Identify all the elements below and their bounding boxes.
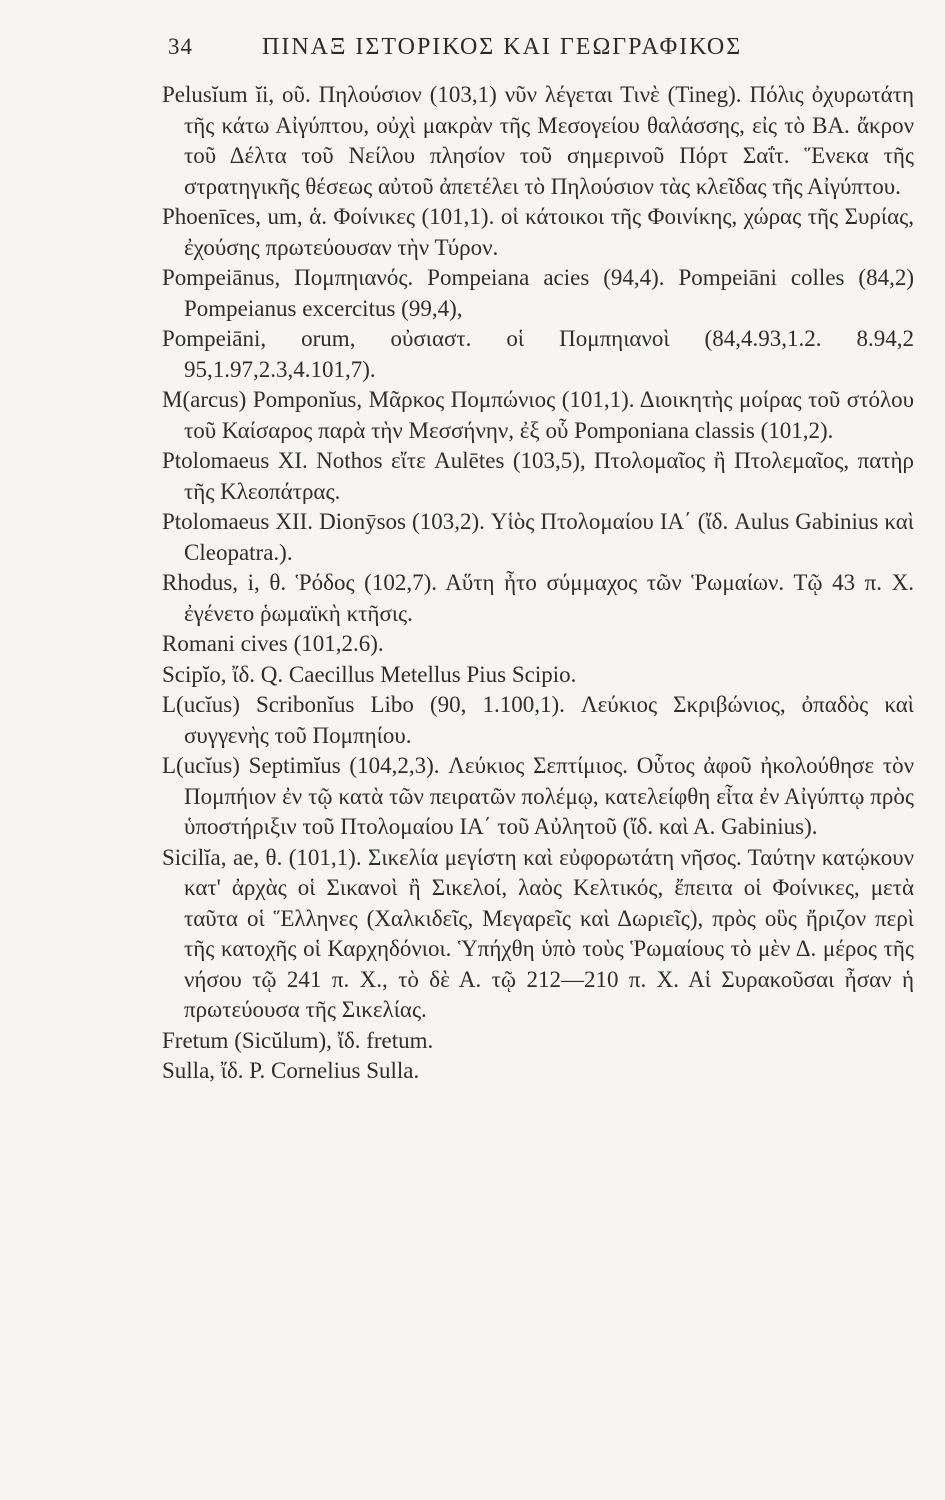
entry-pompeianus: Pompeiānus, Πομπηιανός. Pompeiana acies (94,4). Pompeiāni colles (84,2) Pompeianus excercitus (99,4), xyxy=(162,265,914,321)
entry-pomponius: M(arcus) Pomponĭus, Μᾶρκος Πομπώνιος (101,1). Διοικητὴς μοίρας τοῦ στόλου τοῦ Καίσαρος παρὰ τὴν Μεσσήνην, ἐξ οὗ Pomponiana classis (101,2). xyxy=(162,387,914,443)
entry-pompeiani: Pompeiāni, orum, οὐσιαστ. οἱ Πομπηιανοὶ (84,4.93,1.2. 8.94,2 95,1.97,2.3,4.101,7). xyxy=(162,326,914,382)
entry-ptolomaeus-xii: Ptolomaeus XII. Dionȳsos (103,2). Υἱὸς Πτολομαίου ΙΑ΄ (ἴδ. Aulus Gabinius καὶ Cleopatra.). xyxy=(162,509,914,565)
entry-ptolomaeus-xi: Ptolomaeus XI. Nothos εἴτε Aulētes (103,5), Πτολομαῖος ἢ Πτολεμαῖος, πατὴρ τῆς Κλεοπάτρας. xyxy=(162,448,914,504)
entry-fretum: Fretum (Sicŭlum), ἴδ. fretum. xyxy=(162,1027,434,1053)
entry-sulla: Sulla, ἴδ. P. Cornelius Sulla. xyxy=(162,1058,420,1083)
entry-phoenices: Phoenīces, um, ἁ. Φοίνικες (101,1). οἱ κάτοικοι τῆς Φοινίκης, χώρας τῆς Συρίας, ἐχούσης πρωτεύουσαν τὴν Τύρον. xyxy=(162,204,914,260)
entry-sicilia: Sicilĭa, ae, θ. (101,1). Σικελία μεγίστη καὶ εὐφορωτάτη νῆσος. Ταύτην κατῴκουν κατ' ἀρχὰς οἱ Σικανοὶ ἢ Σικελοί, λαὸς Κελτικός, ἔπειτα οἱ Φοίνικες, μετὰ ταῦτα οἱ Ἕλληνες (Χαλκιδεῖς, Μεγαρεῖς καὶ Δωριεῖς), πρὸς οὓς ἤριζον περὶ τῆς κατοχῆς οἱ Καρχηδόνιοι. Ὑπήχθη ὑπὸ τοὺς Ῥωμαίους τὸ μὲν Δ. μέρος τῆς νήσου τῷ 241 π. Χ., τὸ δὲ Α. τῷ 212—210 π. Χ. Αἱ Συρακοῦσαι ἦσαν ἡ πρωτεύουσα τῆς Σικελίας. xyxy=(162,844,914,1022)
entry-septimius: L(ucĭus) Septimĭus (104,2,3). Λεύκιος Σεπτίμιος. Οὗτος ἀφοῦ ἠκολούθησε τὸν Πομπήιον ἐν τῷ κατὰ τῶν πειρατῶν πολέμῳ, κατελείφθη εἶτα ἐν Αἰγύπτῳ πρὸς ὑποστήριξιν τοῦ Πτολομαίου ΙΑ΄ τοῦ Αὐλητοῦ (ἴδ. καὶ Α. Gabinius). xyxy=(162,753,914,839)
index-entries xyxy=(162,80,914,1087)
page-number: 34 xyxy=(168,34,193,59)
entry-rhodus: Rhodus, i, θ. Ῥόδος (102,7). Αὕτη ἦτο σύμμαχος τῶν Ῥωμαίων. Τῷ 43 π. Χ. ἐγένετο ῥωμαϊκὴ κτῆσις. xyxy=(162,570,914,626)
entry-scribonius: L(ucĭus) Scribonĭus Libo (90, 1.100,1). Λεύκιος Σκριβώνιος, ὀπαδὸς καὶ συγγενὴς τοῦ Πομπηίου. xyxy=(162,692,914,748)
entry-pelusium: Pelusĭum ĭi, οῦ. Πηλούσιον (103,1) νῦν λέγεται Τινὲ (Tineg). Πόλις ὀχυρωτάτη τῆς κάτω Αἰγύπτου, οὐχὶ μακρὰν τῆς Μεσογείου θαλάσσης, εἰς τὸ ΒΑ. ἄκρον τοῦ Δέλτα τοῦ Νείλου πλησίον τοῦ σημερινοῦ Πόρτ Σαΐτ. Ἕνεκα τῆς στρατηγικῆς θέσεως αὐτοῦ ἀπετέλει τὸ Πηλούσιον τὰς κλεῖδας τῆς Αἰγύπτου. xyxy=(162,82,914,199)
entry-scipio: Scipĭo, ἴδ. Q. Caecillus Metellus Pius Scipio. xyxy=(162,661,577,687)
entry-romani-cives: Romani cives (101,2.6). xyxy=(162,631,384,656)
page-header xyxy=(160,30,880,70)
running-title: ΠΙΝΑΞ ΙΣΤΟΡΙΚΟΣ ΚΑΙ ΓΕΩΓΡΑΦΙΚΟΣ xyxy=(262,34,743,60)
